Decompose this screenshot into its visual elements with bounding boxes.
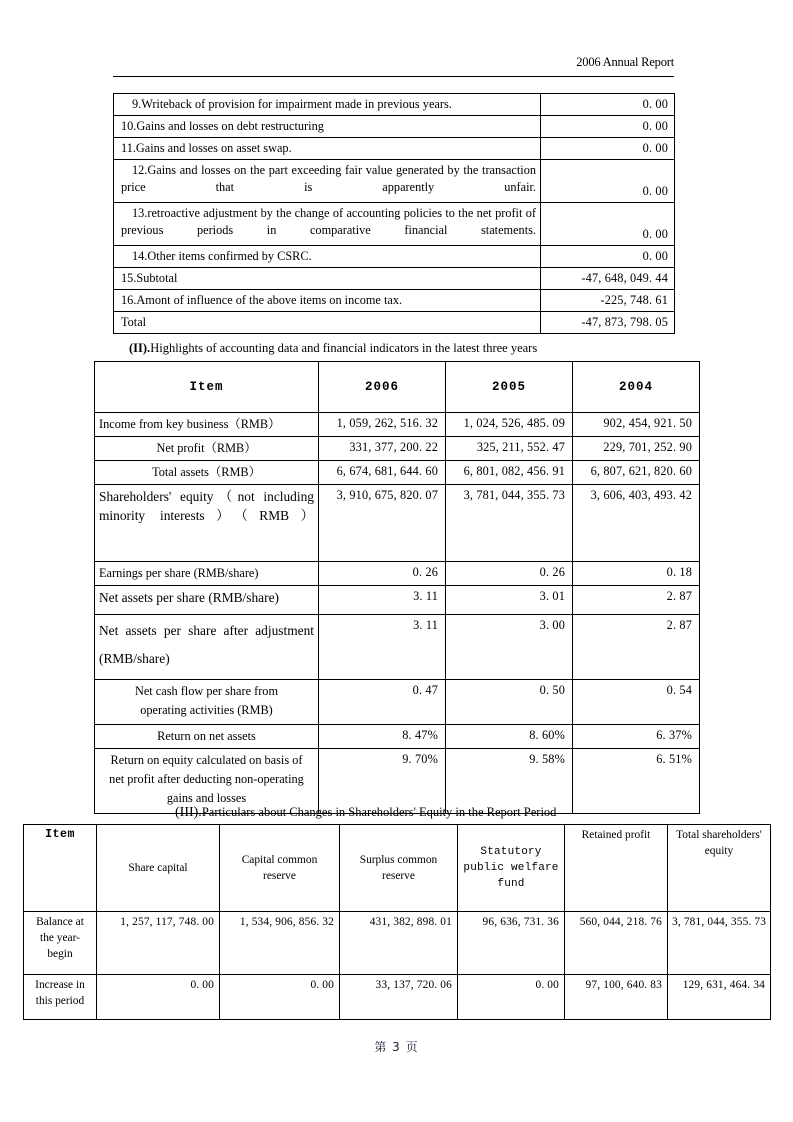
row-label: 10.Gains and losses on debt restructuring [114, 116, 541, 138]
row-value-total-shareholders-equity: 3, 781, 044, 355. 73 [668, 912, 771, 975]
row-label: Net assets per share after adjustment (RMB/share) [95, 615, 319, 680]
row-label: Total assets（RMB） [95, 461, 319, 485]
column-header-share-capital: Share capital [97, 825, 220, 912]
row-value-2004: 6. 37% [573, 725, 700, 749]
row-value-2005: 6, 801, 082, 456. 91 [446, 461, 573, 485]
row-value-2005: 0. 26 [446, 562, 573, 586]
row-value-2005: 3. 01 [446, 586, 573, 615]
column-header-item: Item [24, 825, 97, 912]
table-row [114, 312, 675, 334]
row-value-2006: 6, 674, 681, 644. 60 [319, 461, 446, 485]
row-label: Earnings per share (RMB/share) [95, 562, 319, 586]
column-header-2004: 2004 [573, 362, 700, 413]
column-header-surplus-common-reserve: Surplus common reserve [340, 825, 458, 912]
table-row [114, 116, 675, 138]
row-value-2004: 2. 87 [573, 615, 700, 680]
table-row [114, 246, 675, 268]
row-value-2004: 3, 606, 403, 493. 42 [573, 485, 700, 562]
column-header-statutory-public-welfare-fund: Statutory public welfare fund [458, 825, 565, 912]
section-caption-iii-text: Particulars about Changes in Shareholders' Equity in the Report Period [201, 805, 557, 819]
table-header-row [95, 362, 700, 413]
section-caption-ii-text: Highlights of accounting data and financial indicators in the latest three years [150, 341, 538, 355]
row-label: Net profit（RMB） [95, 437, 319, 461]
row-value-2006: 331, 377, 200. 22 [319, 437, 446, 461]
section-caption-iii-prefix: (III). [175, 805, 202, 820]
row-label: 15.Subtotal [114, 268, 541, 290]
table-row [95, 615, 700, 680]
table-row [95, 485, 700, 562]
row-value-2005: 3, 781, 044, 355. 73 [446, 485, 573, 562]
row-value-total-shareholders-equity: 129, 631, 464. 34 [668, 975, 771, 1020]
row-label: Total [114, 312, 541, 334]
table-header-row [24, 825, 771, 912]
table-row [114, 94, 675, 116]
table-row [95, 680, 700, 725]
row-value-2005: 325, 211, 552. 47 [446, 437, 573, 461]
equity-changes-table-container [23, 824, 771, 1020]
table-row [95, 562, 700, 586]
equity-changes-table [23, 824, 771, 1020]
row-label: Balance at the year-begin [24, 912, 97, 975]
table-row [114, 203, 675, 246]
table-row [114, 290, 675, 312]
row-value-share-capital: 0. 00 [97, 975, 220, 1020]
row-value-retained-profit: 97, 100, 640. 83 [565, 975, 668, 1020]
row-value: 0. 00 [541, 94, 675, 116]
row-value-2004: 0. 54 [573, 680, 700, 725]
table-row [24, 975, 771, 1020]
row-label: Increase in this period [24, 975, 97, 1020]
row-value-2004: 6, 807, 621, 820. 60 [573, 461, 700, 485]
table-row [95, 437, 700, 461]
row-label: Net cash flow per share from operating activities (RMB) [95, 680, 319, 725]
column-header-2006: 2006 [319, 362, 446, 413]
table-row [114, 160, 675, 203]
row-value-surplus-common-reserve: 431, 382, 898. 01 [340, 912, 458, 975]
row-value-2004: 902, 454, 921. 50 [573, 413, 700, 437]
row-value: -47, 648, 049. 44 [541, 268, 675, 290]
row-value-surplus-common-reserve: 33, 137, 720. 06 [340, 975, 458, 1020]
section-caption-ii [129, 340, 537, 356]
column-header-retained-profit: Retained profit [565, 825, 668, 912]
table-row [114, 268, 675, 290]
table-row [95, 586, 700, 615]
row-value: 0. 00 [541, 160, 675, 203]
section-caption-iii [175, 804, 556, 821]
row-value-retained-profit: 560, 044, 218. 76 [565, 912, 668, 975]
row-label: Return on equity calculated on basis of net profit after deducting non-operating gains and losses [95, 749, 319, 814]
table-row [95, 413, 700, 437]
row-value-statutory-public-welfare-fund: 96, 636, 731. 36 [458, 912, 565, 975]
row-value-2006: 0. 47 [319, 680, 446, 725]
table-row [95, 725, 700, 749]
row-label: 14.Other items confirmed by CSRC. [114, 246, 541, 268]
row-label: 9.Writeback of provision for impairment made in previous years. [114, 94, 541, 116]
row-label: 11.Gains and losses on asset swap. [114, 138, 541, 160]
header-rule [113, 76, 674, 77]
row-value-statutory-public-welfare-fund: 0. 00 [458, 975, 565, 1020]
row-value: 0. 00 [541, 203, 675, 246]
highlights-table-container [94, 361, 700, 814]
row-value-2006: 3. 11 [319, 615, 446, 680]
row-value-2006: 3, 910, 675, 820. 07 [319, 485, 446, 562]
row-label: Income from key business（RMB） [95, 413, 319, 437]
row-value-2005: 9. 58% [446, 749, 573, 814]
row-label: Shareholders' equity（not including minority interests）（RMB） [95, 485, 319, 562]
row-value-2005: 1, 024, 526, 485. 09 [446, 413, 573, 437]
row-value: -225, 748. 61 [541, 290, 675, 312]
table-row [24, 912, 771, 975]
row-value: 0. 00 [541, 116, 675, 138]
row-value-2004: 229, 701, 252. 90 [573, 437, 700, 461]
row-value-2004: 0. 18 [573, 562, 700, 586]
row-label: 13.retroactive adjustment by the change of accounting policies to the net profit of previous periods in comparative financial statements. [114, 203, 541, 246]
row-label: 12.Gains and losses on the part exceeding fair value generated by the transaction price that is apparently unfair. [114, 160, 541, 203]
row-value-2004: 6. 51% [573, 749, 700, 814]
row-value-2006: 1, 059, 262, 516. 32 [319, 413, 446, 437]
row-value-capital-common-reserve: 0. 00 [220, 975, 340, 1020]
section-caption-ii-prefix: (II). [129, 341, 151, 355]
table-row [95, 461, 700, 485]
row-value-2005: 8. 60% [446, 725, 573, 749]
column-header-capital-common-reserve: Capital common reserve [220, 825, 340, 912]
running-header: 2006 Annual Report [576, 55, 674, 69]
row-value-2004: 2. 87 [573, 586, 700, 615]
row-value: 0. 00 [541, 138, 675, 160]
row-value-2006: 9. 70% [319, 749, 446, 814]
row-value-2006: 8. 47% [319, 725, 446, 749]
page-number-footer: 第 3 页 [374, 1040, 419, 1054]
row-value-2005: 3. 00 [446, 615, 573, 680]
row-value: -47, 873, 798. 05 [541, 312, 675, 334]
row-label: 16.Amont of influence of the above items on income tax. [114, 290, 541, 312]
row-label: Return on net assets [95, 725, 319, 749]
column-header-total-shareholders-equity: Total shareholders' equity [668, 825, 771, 912]
nonrecurring-items-table-container [113, 93, 675, 334]
row-value-2006: 0. 26 [319, 562, 446, 586]
column-header-2005: 2005 [446, 362, 573, 413]
row-value-2006: 3. 11 [319, 586, 446, 615]
highlights-table [94, 361, 700, 814]
row-value-capital-common-reserve: 1, 534, 906, 856. 32 [220, 912, 340, 975]
row-label: Net assets per share (RMB/share) [95, 586, 319, 615]
row-value-2005: 0. 50 [446, 680, 573, 725]
row-value: 0. 00 [541, 246, 675, 268]
nonrecurring-items-table [113, 93, 675, 334]
column-header-item: Item [95, 362, 319, 413]
row-value-share-capital: 1, 257, 117, 748. 00 [97, 912, 220, 975]
table-row [114, 138, 675, 160]
